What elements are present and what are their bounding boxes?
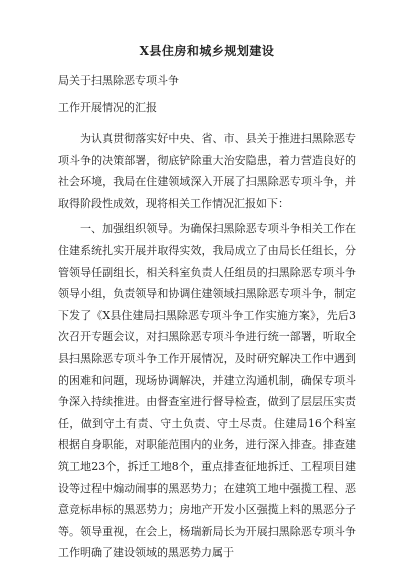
intro-paragraph: 为认真贯彻落实好中央、省、市、县关于推进扫黑除恶专项斗争的决策部署，彻底铲除重大治安隐患，着力营造良好的社会环境，我局在住建领域深入开展了扫黑除恶专项斗争，并取得阶段性成效，现将相关工作情况汇报如下： (58, 132, 356, 210)
document-subtitle-line-1: 局关于扫黑除恶专项斗争 (58, 74, 179, 87)
document-title: X县住房和城乡规划建设 (139, 44, 275, 58)
document-subtitle-line-2: 工作开展情况的汇报 (58, 101, 157, 114)
section-one-paragraph: 一、加强组织领导。为确保扫黑除恶专项斗争相关工作在住建系统扎实开展并取得实效，我局成立了由局长任组长，分管领导任副组长，相关科室负责人任组员的扫黑除恶专项斗争领导小组，负责领导和协调住建领域扫黑除恶专项斗争，制定下发了《X县住建局扫黑除恶专项斗争工作实施方案》，先后3次召开专题会议，对扫黑除恶专项斗争进行统一部署，听取全县扫黑除恶专项斗争工作开展情况，及时研究解决工作中遇到的困难和问题，现场协调解决，并建立沟通机制，确保专项斗争深入持续推进。由督查室进行督导检查，做到了层层压实责任，做到守土有责、守土负责、守土尽责。住建局16个科室根据自身职能，对职能范围内的业务，进行深入排查。排查建筑工地23个，拆迁工地8个，重点排查征地拆迁、工程项目建设等过程中煽动闹事的黑恶势力；在建筑工地中强揽工程、恶意竞标串标的黑恶势力；房地产开发小区强揽上料的黑恶分子等。领导重视，在会上，杨瑞新局长为开展扫黑除恶专项斗争工作明确了建设领域的黑恶势力属于 (58, 222, 356, 560)
